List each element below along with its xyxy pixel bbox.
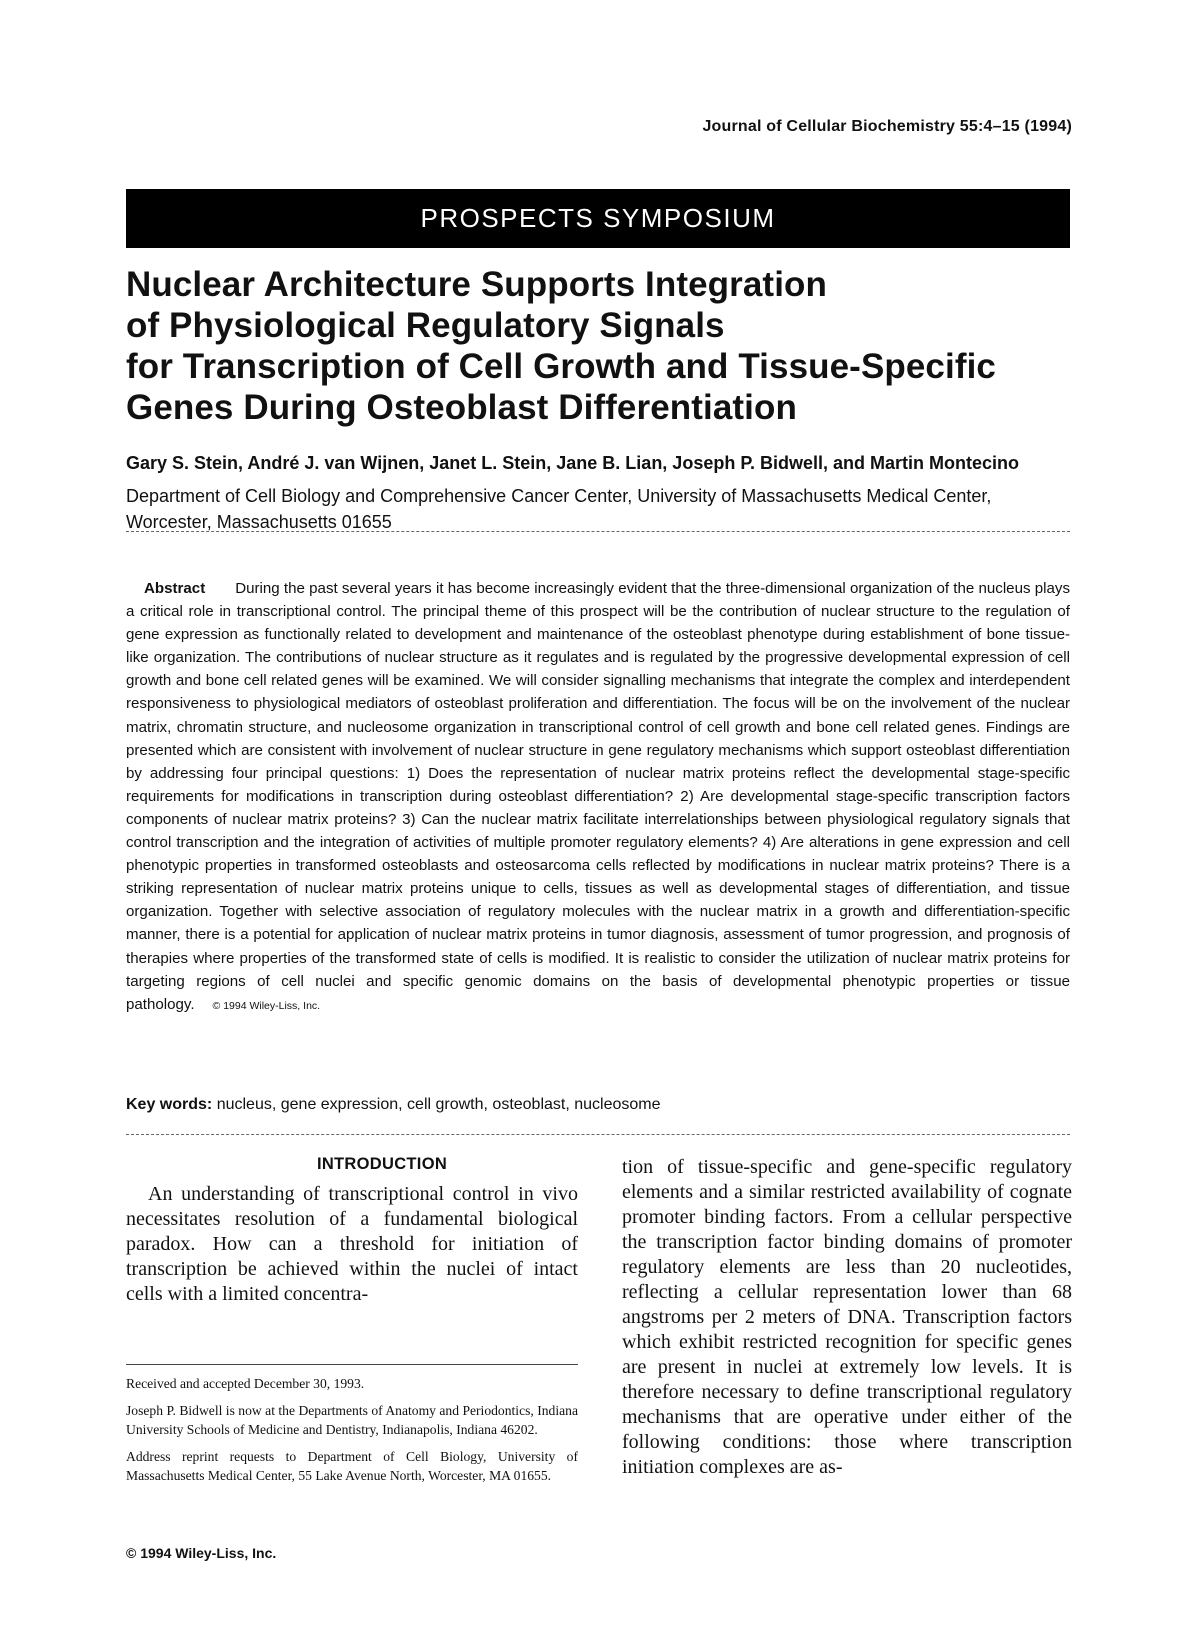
- footnote-bidwell: Joseph P. Bidwell is now at the Departments of Anatomy and Periodontics, Indiana University Schools of Medicine and Dentistry, Indianapolis, Indiana 46202.: [126, 1403, 578, 1437]
- divider: [126, 531, 1070, 532]
- keywords-label: Key words:: [126, 1096, 213, 1113]
- keywords: [126, 1096, 1070, 1114]
- divider: [126, 1134, 1070, 1135]
- right-column: [622, 1155, 1072, 1480]
- left-column: [126, 1155, 578, 1307]
- footnotes: [126, 1374, 578, 1493]
- body-paragraph: tion of tissue-specific and gene-specific regulatory elements and a similar restricted availability of cognate promoter binding factors. From a cellular perspective the transcription factor binding domains of promoter regulatory elements are less than 20 nucleotides, reflecting a cellular representation lower than 68 angstroms per 2 meters of DNA. Transcription factors which exhibit restricted recognition for specific genes are present in nuclei at extremely low levels. It is therefore necessary to define transcriptional regulatory mechanisms that are operative under either of the following conditions: those where transcription initiation complexes are as-: [622, 1156, 1072, 1478]
- keywords-text: nucleus, gene expression, cell growth, osteoblast, nucleosome: [216, 1096, 661, 1113]
- abstract: [126, 577, 1070, 1018]
- abstract-copyright: © 1994 Wiley-Liss, Inc.: [212, 999, 321, 1012]
- section-banner: PROSPECTS SYMPOSIUM: [126, 189, 1070, 248]
- abstract-text: During the past several years it has become increasingly evident that the three-dimensional organization of the nucleus plays a critical role in transcriptional control. The principal theme of this prospect will be the contribution of nuclear structure to the regulation of gene expression as functionally related to development and maintenance of the osteoblast phenotype during establishment of bone tissue-like organization. The contributions of nuclear structure as it regulates and is regulated by the progressive developmental expression of cell growth and bone cell related genes will be examined. We will consider signalling mechanisms that integrate the complex and interdependent responsiveness to physiological mediators of osteoblast proliferation and differentiation. The focus will be on the involvement of the nuclear matrix, chromatin structure, and nucleosome organization in transcriptional control of cell growth and bone cell related genes. Findings are presented which are consistent with involvement of nuclear structure in gene regulatory mechanisms which support osteoblast differentiation by addressing four principal questions: 1) Does the representation of nuclear matrix proteins reflect the developmental stage-specific requirements for modifications in transcription during osteoblast differentiation? 2) Are developmental stage-specific transcription factors components of nuclear matrix proteins? 3) Can the nuclear matrix facilitate interrelationships between physiological regulatory signals that control transcription and the integration of activities of multiple promoter regulatory elements? 4) Are alterations in gene expression and cell phenotypic properties in transformed osteoblasts and osteosarcoma cells reflected by modifications in nuclear matrix proteins? There is a striking representation of nuclear matrix proteins unique to cells, tissues as well as developmental stages of differentiation, and tissue organization. Together with selective association of regulatory molecules with the nuclear matrix in a growth and differentiation-specific manner, there is a potential for application of nuclear matrix proteins in tumor diagnosis, assessment of tumor progression, and prognosis of therapies where properties of the transformed state of cells is modified. It is realistic to consider the utilization of nuclear matrix proteins for targeting regions of cell nuclei and specific genomic domains on the basis of developmental phenotypic properties or tissue pathology.: [126, 580, 1070, 1013]
- title-line: of Physiological Regulatory Signals: [126, 306, 725, 345]
- title-line: Genes During Osteoblast Differentiation: [126, 388, 797, 427]
- footnote-received: Received and accepted December 30, 1993.: [126, 1376, 365, 1391]
- title-line: Nuclear Architecture Supports Integration: [126, 265, 827, 304]
- affiliation: Department of Cell Biology and Comprehensive Cancer Center, University of Massachusetts Medical Center, Worcester, Massachusetts 01655: [126, 486, 992, 532]
- footnote-divider: [126, 1364, 578, 1365]
- body-paragraph: An understanding of transcriptional control in vivo necessitates resolution of a fundamental biological paradox. How can a threshold for initiation of transcription be achieved within the nuclei of intact cells with a limited concentra-: [126, 1183, 578, 1305]
- journal-citation: Journal of Cellular Biochemistry 55:4–15 (1994): [702, 118, 1072, 135]
- title-line: for Transcription of Cell Growth and Tissue-Specific: [126, 347, 996, 386]
- page-copyright: © 1994 Wiley-Liss, Inc.: [126, 1545, 277, 1561]
- author-list: Gary S. Stein, André J. van Wijnen, Janet L. Stein, Jane B. Lian, Joseph P. Bidwell, and Martin Montecino: [126, 453, 1020, 473]
- abstract-label: Abstract: [144, 580, 206, 597]
- article-title: [126, 264, 1070, 428]
- section-heading: INTRODUCTION: [316, 1155, 448, 1173]
- footnote-reprint: Address reprint requests to Department of Cell Biology, University of Massachusetts Medical Center, 55 Lake Avenue North, Worcester, MA 01655.: [126, 1449, 578, 1483]
